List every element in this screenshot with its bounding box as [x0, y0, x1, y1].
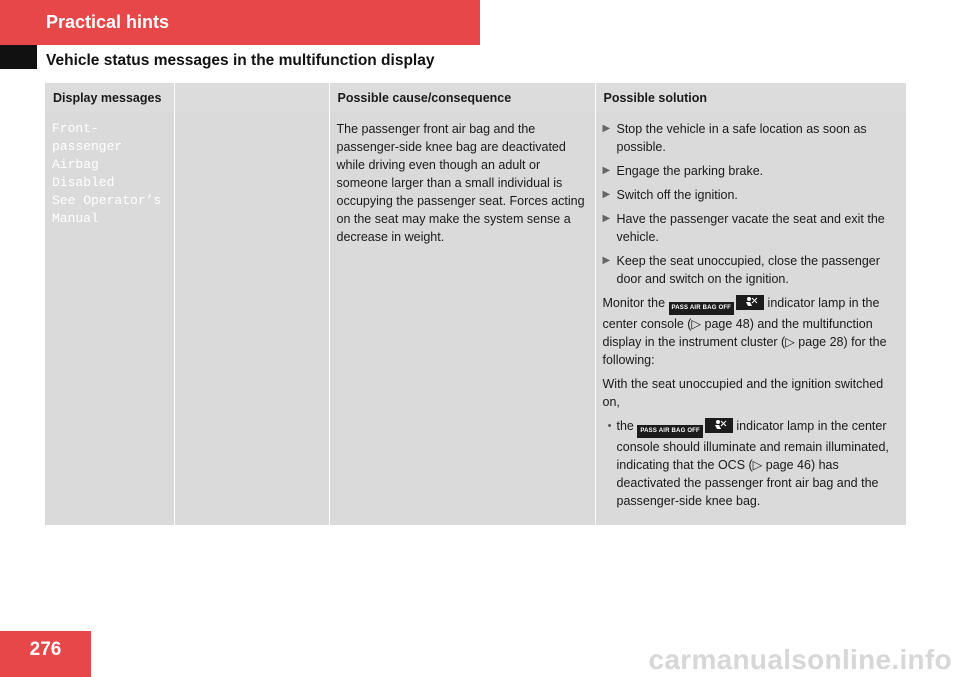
step-text: Stop the vehicle in a safe location as soon as possible.: [616, 122, 867, 154]
airbag-off-icon: [736, 295, 764, 310]
page-subtitle: Vehicle status messages in the multifunction display: [46, 52, 435, 69]
step-arrow-icon: ▶: [602, 165, 611, 176]
table-row: [45, 113, 906, 525]
section-header: Practical hints: [0, 0, 480, 45]
table-header-row: [45, 83, 906, 113]
header-tab-marker: [0, 45, 37, 69]
display-message-text: Front-passenger Airbag Disabled See Operator’s Manual: [52, 121, 162, 226]
header-display-messages: Display messages: [45, 83, 174, 113]
solution-cell: [595, 113, 906, 525]
solution-step: [603, 186, 900, 204]
condition-paragraph: With the seat unoccupied and the ignition switched on,: [602, 377, 884, 409]
step-text: Have the passenger vacate the seat and exit the vehicle.: [616, 212, 885, 244]
empty-cell: [174, 113, 329, 525]
solution-step: [603, 210, 900, 246]
cause-cell: [329, 113, 595, 525]
expected-text: [617, 417, 900, 510]
step-arrow-icon: ▶: [602, 255, 611, 266]
step-text: Switch off the ignition.: [616, 188, 738, 202]
header-solution: Possible solution: [595, 83, 906, 113]
monitor-prefix: Monitor the: [602, 296, 666, 310]
solution-step: [603, 120, 900, 156]
header-cause: Possible cause/consequence: [329, 83, 595, 113]
solution-step: [603, 252, 900, 288]
header-empty: [174, 83, 329, 113]
page-number: 276: [0, 631, 91, 677]
expected-result: [603, 417, 900, 510]
step-arrow-icon: ▶: [602, 123, 611, 134]
status-messages-table: [45, 83, 906, 525]
step-arrow-icon: ▶: [602, 189, 611, 200]
expected-suffix: indicator lamp in the center console should illuminate and remain illuminated, indicating that the OCS (▷ page 46) has deactivated the passenger front air bag and the passenger-side knee bag.: [616, 419, 889, 508]
monitor-suffix: indicator lamp in the center console (▷ page 48) and the multifunction display in the instrument cluster (▷ page 28) for the following:: [602, 296, 887, 367]
watermark: carmanualsonline.info: [648, 644, 952, 675]
solution-step: [603, 162, 900, 180]
monitor-paragraph: [603, 294, 900, 369]
step-text: Engage the parking brake.: [616, 164, 764, 178]
airbag-off-icon: [705, 418, 733, 433]
expected-prefix: the: [616, 419, 634, 433]
cause-text: The passenger front air bag and the passenger-side knee bag are deactivated while driving even though an adult or someone larger than a small individual is occupying the passenger seat. Forces acting on the seat may make the system sense a decrease in weight.: [336, 122, 585, 244]
display-message-cell: [45, 113, 174, 525]
pass-airbag-off-label: PASS AIR BAG OFF: [637, 425, 703, 438]
step-arrow-icon: ▶: [602, 213, 611, 224]
step-text: Keep the seat unoccupied, close the passenger door and switch on the ignition.: [616, 254, 880, 286]
pass-airbag-off-label: PASS AIR BAG OFF: [669, 302, 735, 315]
bullet-dot-icon: •: [607, 420, 612, 432]
